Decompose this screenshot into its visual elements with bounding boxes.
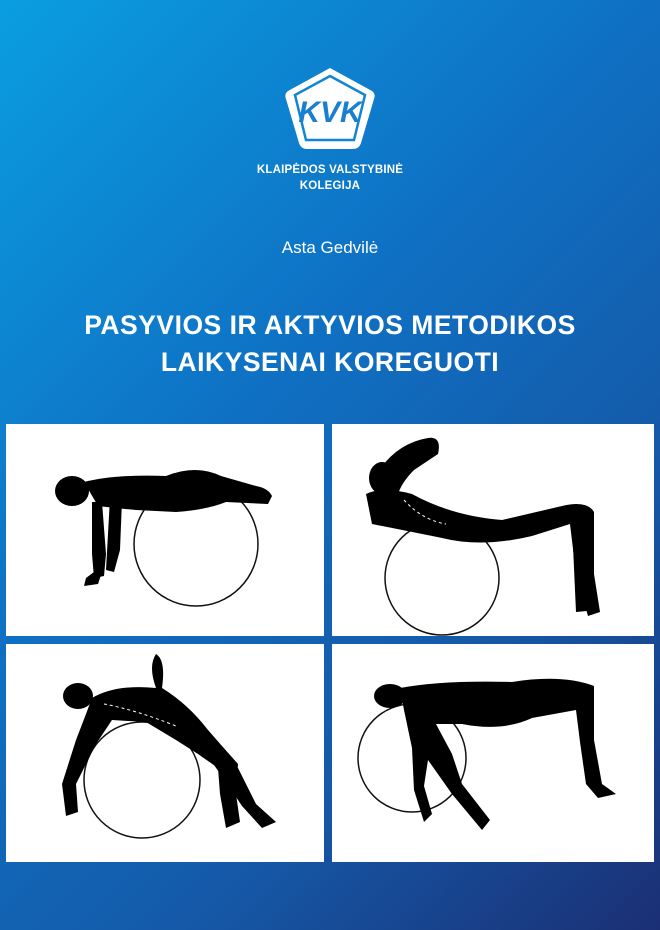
- institution-name-line2: KOLEGIJA: [299, 180, 361, 192]
- illustration-panel-2: [332, 424, 654, 636]
- illustration-panel-1: [6, 424, 324, 636]
- illustration-panel-3: [6, 644, 324, 862]
- author-name: Asta Gedvilė: [281, 238, 379, 257]
- institution-name-line1: KLAIPĖDOS VALSTYBINĖ: [256, 164, 404, 176]
- book-title-line1: PASYVIOS IR AKTYVIOS METODIKOS: [84, 310, 576, 340]
- supine-on-ball-crunch-icon: [332, 424, 654, 636]
- ball-backbend-reach-icon: [6, 644, 324, 862]
- book-title-line2: LAIKYSENAI KOREGUOTI: [160, 347, 500, 377]
- ball-bridge-stretch-icon: [332, 644, 654, 862]
- illustration-panel-4: [332, 644, 654, 862]
- logo-text: KVK: [298, 96, 362, 129]
- kvk-logo-icon: [281, 64, 379, 156]
- prone-on-ball-exercise-icon: [6, 424, 324, 636]
